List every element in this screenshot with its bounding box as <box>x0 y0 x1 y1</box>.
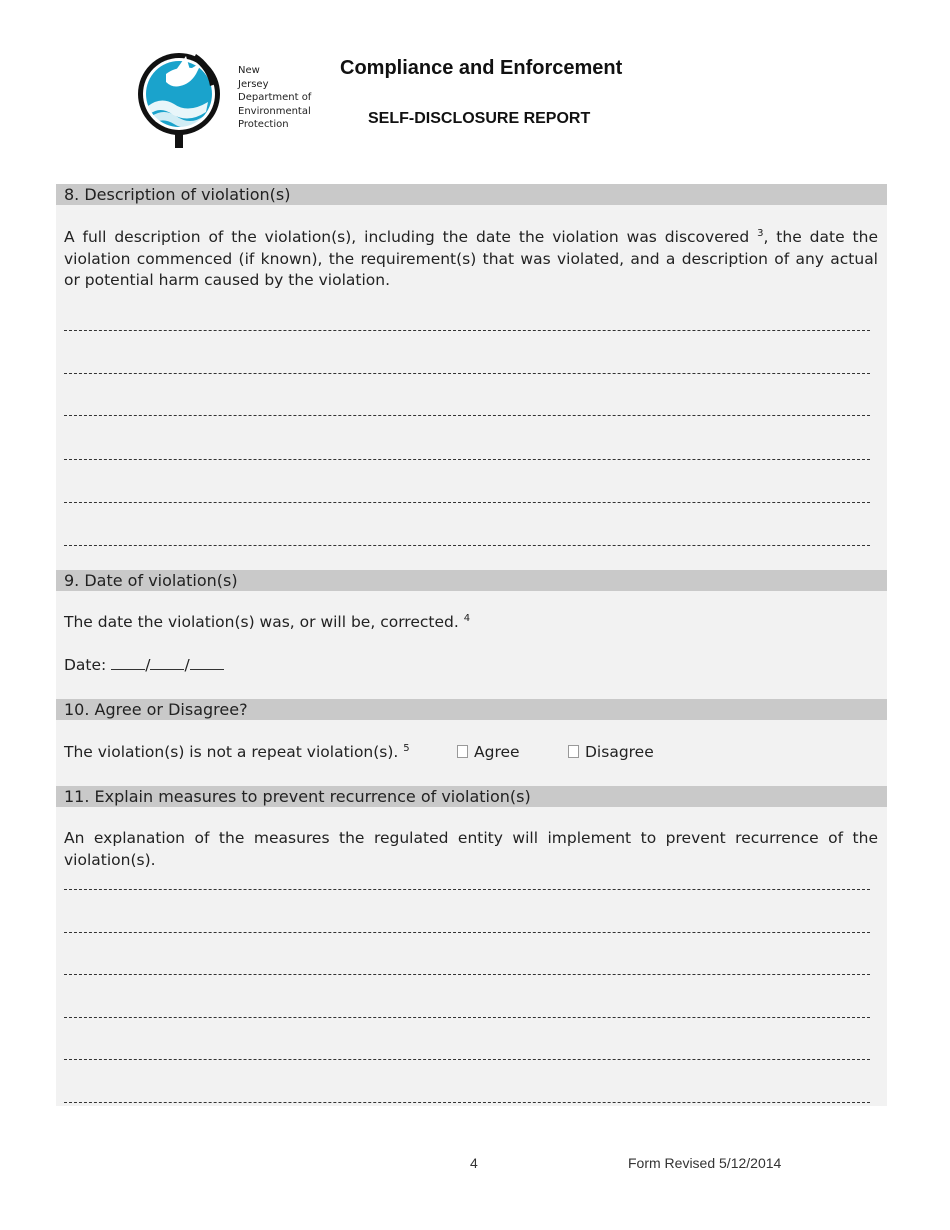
date-separator: / <box>184 656 190 674</box>
date-separator: / <box>145 656 151 674</box>
footnote-ref: 3 <box>757 227 764 239</box>
form-revision: Form Revised 5/12/2014 <box>628 1155 782 1171</box>
form-title: Compliance and Enforcement <box>340 57 623 79</box>
section-10-heading: 10. Agree or Disagree? <box>56 699 887 720</box>
section-9-heading: 9. Date of violation(s) <box>56 570 887 591</box>
answer-line[interactable] <box>64 889 870 890</box>
answer-line[interactable] <box>64 1059 870 1060</box>
section-9-prompt <box>64 613 470 631</box>
agree-checkbox[interactable] <box>457 745 468 758</box>
answer-line[interactable] <box>64 932 870 933</box>
answer-line[interactable] <box>64 373 870 374</box>
disagree-option[interactable] <box>568 743 654 761</box>
form-subtitle: SELF-DISCLOSURE REPORT <box>368 110 591 127</box>
section-8-text: A full description of the violation(s), including the date the violation was discovered <box>64 228 758 246</box>
section-8-text: , the date the violation commenced (if known), the requirement(s) that was violated, and a description of any actual or potential harm caused by the violation. <box>64 228 878 289</box>
agency-line: Environmental <box>238 105 311 117</box>
answer-line[interactable] <box>64 415 870 416</box>
date-year-input[interactable] <box>190 655 224 670</box>
section-8-description <box>64 227 878 292</box>
section-9-text: The date the violation(s) was, or will be, corrected. <box>64 613 464 631</box>
agree-label: Agree <box>474 743 520 761</box>
section-10-prompt <box>64 743 410 761</box>
footnote-ref: 5 <box>403 742 410 754</box>
agency-line: Department of <box>238 92 312 103</box>
answer-line[interactable] <box>64 545 870 546</box>
answer-line[interactable] <box>64 1017 870 1018</box>
agency-line: Protection <box>238 119 289 130</box>
agree-option[interactable] <box>457 743 520 761</box>
section-8-heading: 8. Description of violation(s) <box>56 184 887 205</box>
form-panel <box>56 184 887 1106</box>
date-month-input[interactable] <box>111 655 145 670</box>
answer-line[interactable] <box>64 502 870 503</box>
agency-line: Jersey <box>238 78 269 90</box>
section-10-text: The violation(s) is not a repeat violation(s). <box>64 743 404 761</box>
date-label: Date: <box>64 656 112 674</box>
answer-line[interactable] <box>64 1102 870 1103</box>
agency-line: New <box>238 65 260 76</box>
answer-line[interactable] <box>64 459 870 460</box>
answer-line[interactable] <box>64 330 870 331</box>
disagree-label: Disagree <box>585 743 654 761</box>
disagree-checkbox[interactable] <box>568 745 579 758</box>
footnote-ref: 4 <box>463 612 471 624</box>
section-11-heading: 11. Explain measures to prevent recurrence of violation(s) <box>56 786 887 807</box>
date-day-input[interactable] <box>150 655 184 670</box>
njdep-logo <box>136 44 222 150</box>
answer-line[interactable] <box>64 974 870 975</box>
section-11-description: An explanation of the measures the regulated entity will implement to prevent recurrence of the violation(s). <box>64 829 878 869</box>
agency-name <box>238 64 311 132</box>
page-number: 4 <box>470 1155 478 1171</box>
date-field <box>64 655 224 674</box>
